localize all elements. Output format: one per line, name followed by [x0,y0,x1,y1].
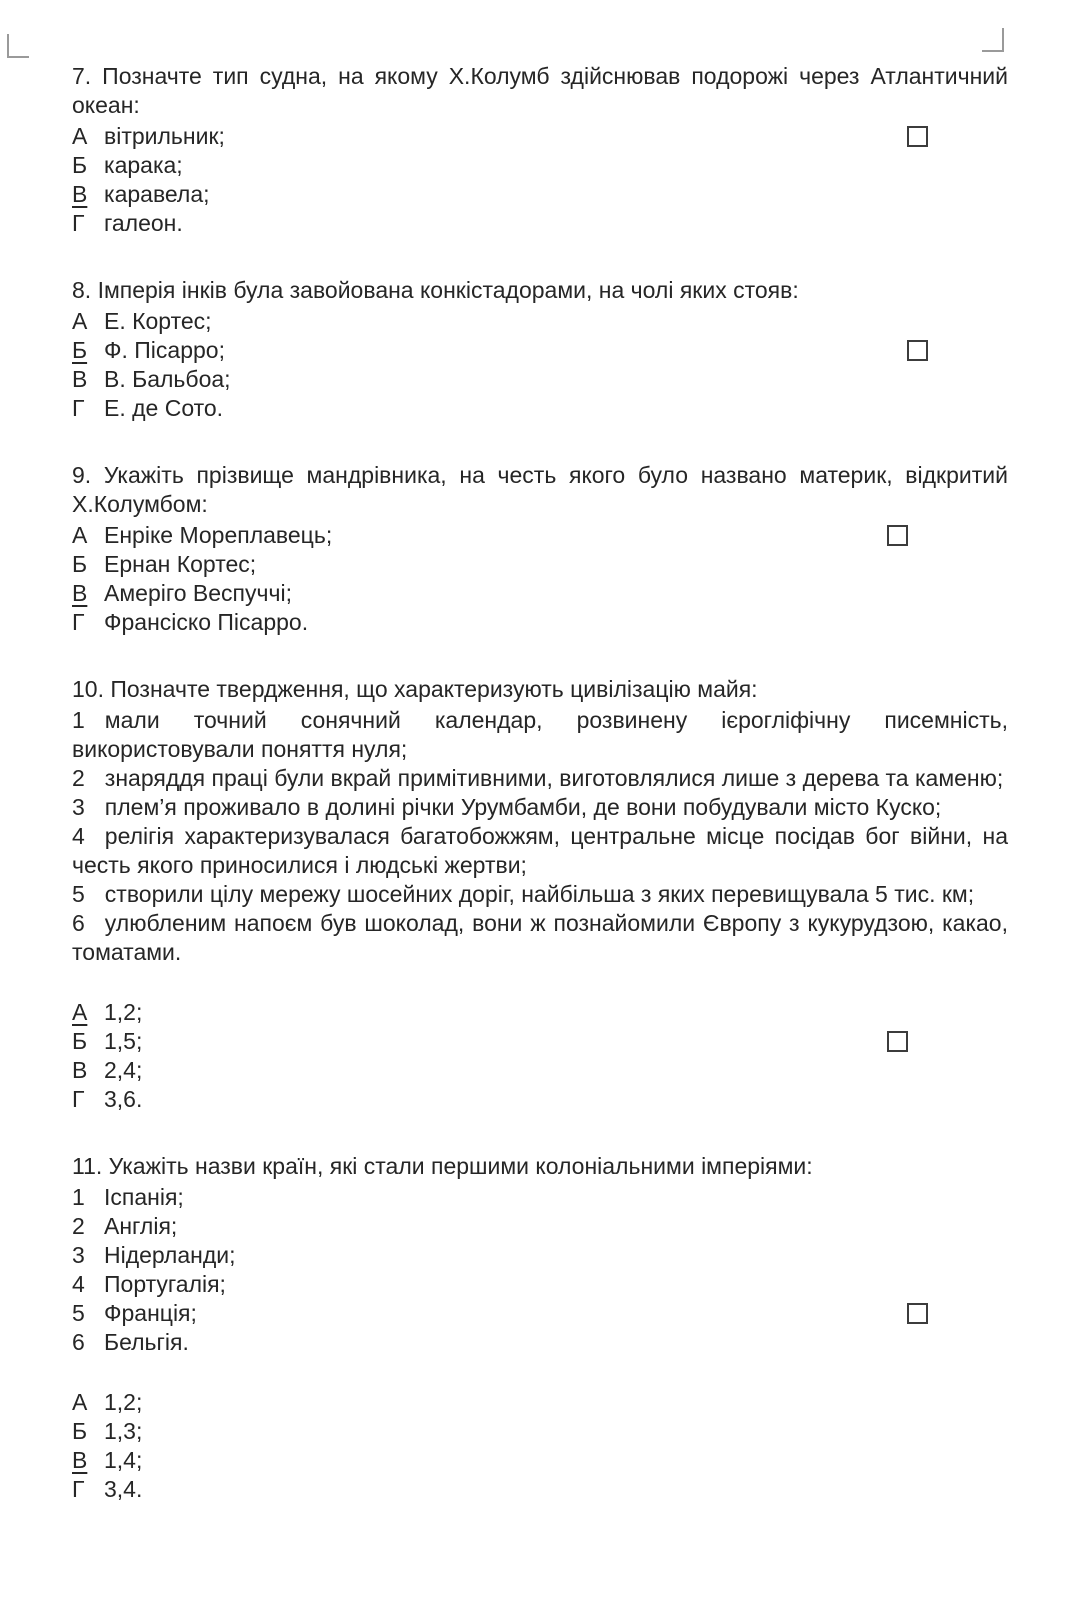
question-stem: 11. Укажіть назви країн, які стали першими колоніальними імперіями: [72,1153,813,1179]
list-item [72,1212,1008,1241]
option-text: 1,2; [104,999,143,1025]
option-row [72,1475,1008,1504]
question-8 [72,276,1008,423]
answer-checkbox[interactable] [907,340,928,361]
option-row [72,521,1008,550]
option-row [72,550,1008,579]
option-text: 2,4; [104,1057,143,1083]
statement-text: знаряддя праці були вкрай примітивними, виготовлялися лише з дерева та каменю; [104,765,1004,791]
option-letter: В [72,580,88,606]
list-item [72,1241,1008,1270]
option-text: В. Бальбоа; [104,366,231,392]
option-text: каравела; [104,181,210,207]
option-row [72,1027,1008,1056]
statement-text: улюбленим напоєм був шоколад, вони ж познайомили Європу з кукурудзою, какао, томатами. [72,910,1008,965]
statement-row [72,880,1008,909]
option-letter: Г [72,1476,85,1502]
statement-row [72,793,1008,822]
item-text: Франція; [104,1300,197,1326]
item-number: 3 [72,1242,85,1268]
statement-number: 2 [72,765,85,791]
option-text: Франсіско Пісарро. [104,609,309,635]
option-letter: В [72,181,88,207]
answer-checkbox[interactable] [907,126,928,147]
option-row [72,122,1008,151]
option-letter: А [72,308,88,334]
statement-text: створили цілу мережу шосейних доріг, найбільша з яких перевищувала 5 тис. км; [104,881,975,907]
option-letter: Б [72,337,88,363]
option-text: карака; [104,152,183,178]
item-number: 6 [72,1329,85,1355]
option-text: Ф. Пісарро; [104,337,225,363]
question-stem: 7. Позначте тип судна, на якому Х.Колумб здійснював подорожі через Атлантичний океан: [72,63,1008,118]
option-text: 3,4. [104,1476,143,1502]
item-number: 4 [72,1271,85,1297]
item-text: Іспанія; [104,1184,184,1210]
answer-checkbox[interactable] [887,525,908,546]
statement-number: 6 [72,910,85,936]
item-text: Португалія; [104,1271,226,1297]
option-row [72,1085,1008,1114]
option-row [72,209,1008,238]
statement-number: 3 [72,794,85,820]
statement-row [72,822,1008,880]
option-text: Е. де Сото. [104,395,224,421]
option-text: 1,5; [104,1028,143,1054]
option-text: 1,2; [104,1389,143,1415]
option-letter: Б [72,1028,88,1054]
statement-text: плем’я проживало в долині річки Урумбамби, де вони побудували місто Куско; [104,794,942,820]
option-text: Енріке Мореплавець; [104,522,333,548]
option-letter: А [72,123,88,149]
scan-corner-mark-right [982,28,1004,52]
item-number: 2 [72,1213,85,1239]
option-row [72,1388,1008,1417]
option-row [72,1056,1008,1085]
item-text: Нідерланди; [104,1242,236,1268]
statement-text: релігія характеризувалася багатобожжям, центральне місце посідав бог війни, на честь якого приносилися і людські жертви; [72,823,1008,878]
option-letter: А [72,1389,88,1415]
question-stem: 9. Укажіть прізвище мандрівника, на честь якого було названо материк, відкритий Х.Колумбом: [72,462,1008,517]
option-row [72,151,1008,180]
option-row [72,365,1008,394]
option-text: 3,6. [104,1086,143,1112]
option-letter: Б [72,152,88,178]
list-item [72,1328,1008,1357]
option-letter: Г [72,609,85,635]
option-text: Ернан Кортес; [104,551,257,577]
option-text: вітрильник; [104,123,225,149]
question-7 [72,62,1008,238]
question-9 [72,461,1008,637]
question-stem: 8. Імперія інків була завойована конкістадорами, на чолі яких стояв: [72,277,799,303]
item-text: Англія; [104,1213,178,1239]
answer-options [72,998,1008,1114]
option-row [72,998,1008,1027]
statement-number: 4 [72,823,85,849]
statement-row [72,706,1008,764]
option-row [72,394,1008,423]
question-10 [72,675,1008,1114]
scan-corner-mark-left [7,34,29,58]
option-row [72,336,1008,365]
option-row [72,1417,1008,1446]
option-letter: В [72,1057,88,1083]
option-row [72,180,1008,209]
statement-row [72,909,1008,967]
option-row [72,608,1008,637]
option-row [72,1446,1008,1475]
option-letter: Г [72,395,85,421]
option-letter: Г [72,1086,85,1112]
option-text: Амеріго Веспуччі; [104,580,292,606]
list-item [72,1183,1008,1212]
answer-options [72,1388,1008,1504]
option-letter: Б [72,551,88,577]
question-stem: 10. Позначте твердження, що характеризують цивілізацію майя: [72,676,758,702]
statement-row [72,764,1008,793]
statement-number: 5 [72,881,85,907]
option-row [72,579,1008,608]
option-text: Е. Кортес; [104,308,212,334]
list-item [72,1270,1008,1299]
option-letter: В [72,1447,88,1473]
question-11 [72,1152,1008,1504]
statement-text: мали точний сонячний календар, розвинену ієрогліфічну писемність, використовували поняття нуля; [72,707,1008,762]
option-text: галеон. [104,210,183,236]
list-item [72,1299,1008,1328]
option-text: 1,3; [104,1418,143,1444]
option-letter: А [72,999,88,1025]
option-row [72,307,1008,336]
option-text: 1,4; [104,1447,143,1473]
answer-checkbox[interactable] [887,1031,908,1052]
item-number: 5 [72,1300,85,1326]
statement-number: 1 [72,707,85,733]
item-text: Бельгія. [104,1329,189,1355]
option-letter: А [72,522,88,548]
option-letter: Б [72,1418,88,1444]
answer-checkbox[interactable] [907,1303,928,1324]
option-letter: Г [72,210,85,236]
item-number: 1 [72,1184,85,1210]
option-letter: В [72,366,88,392]
